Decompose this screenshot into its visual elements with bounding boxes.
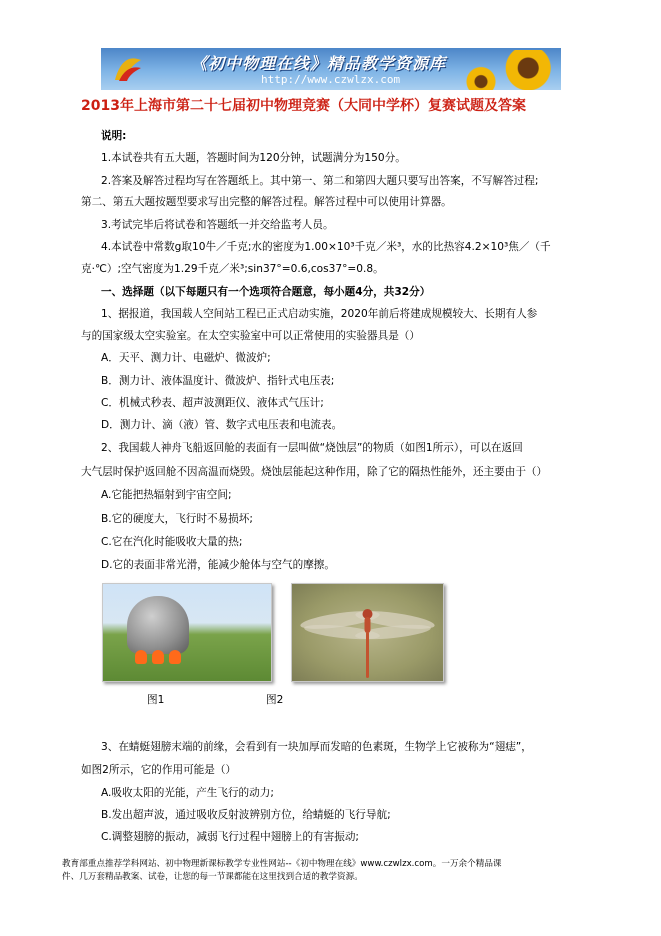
section-heading: 一、选择题（以下每题只有一个选项符合题意，每小题4分，共32分） <box>101 286 431 298</box>
question-1: 1、据报道，我国载人空间站工程已正式启动实施，2020年前后将建成规模较大、长期有人参 <box>101 308 538 320</box>
footer-line-2: 件、几万套精品教案、试卷，让您的每一节课都能在这里找到合适的教学资源。 <box>62 872 363 882</box>
question-1-cont: 与的国家级太空实验室。在太空实验室中可以正常使用的实验器具是（） <box>81 330 420 342</box>
dragonfly-icon <box>292 584 443 681</box>
note-4-cont: 克·℃）;空气密度为1.29千克／米³;sin37°=0.6,cos37°=0.8。 <box>81 263 384 275</box>
question-2: 2、我国载人神舟飞船返回舱的表面有一层叫做“烧蚀层”的物质（如图1所示），可以在返回 <box>101 442 523 454</box>
question-3-option-a: A.吸收太阳的光能，产生飞行的动力; <box>101 787 274 799</box>
figure-2-caption: 图2 <box>266 694 284 706</box>
question-3: 3、在蜻蜓翅膀末端的前缘，会看到有一块加厚而发暗的色素斑，生物学上它被称为“翅痣”， <box>101 741 532 753</box>
question-1-option-b: B．测力计、液体温度计、微波炉、指针式电压表; <box>101 375 335 387</box>
question-2-option-c: C.它在汽化时能吸收大量的热; <box>101 536 243 548</box>
figure-1-caption: 图1 <box>147 694 165 706</box>
question-3-cont: 如图2所示，它的作用可能是（） <box>81 764 237 776</box>
question-3-option-b: B.发出超声波，通过吸收反射波辨别方位，给蜻蜓的飞行导航; <box>101 809 391 821</box>
notes-heading: 说明: <box>101 130 127 142</box>
question-1-option-a: A．天平、测力计、电磁炉、微波炉; <box>101 352 271 364</box>
figure-2-dragonfly-image <box>291 583 444 682</box>
sunflower-icon <box>493 50 557 90</box>
figure-1-capsule-image <box>102 583 272 682</box>
page-footer <box>62 858 622 884</box>
question-1-option-d: D．测力计、滴（液）管、数字式电压表和电流表。 <box>101 419 343 431</box>
document-title: 2013年上海市第二十七届初中物理竞赛（大同中学杯）复赛试题及答案 <box>81 98 526 114</box>
banner-title: 《初中物理在线》精品教学资源库 <box>191 54 447 73</box>
question-2-option-a: A.它能把热辐射到宇宙空间; <box>101 489 232 501</box>
header-banner <box>101 48 561 90</box>
note-2-cont: 第二、第五大题按题型要求写出完整的解答过程。解答过程中可以使用计算器。 <box>81 196 452 208</box>
note-3: 3.考试完毕后将试卷和答题纸一并交给监考人员。 <box>101 219 334 231</box>
note-1: 1.本试卷共有五大题，答题时间为120分钟，试题满分为150分。 <box>101 152 406 164</box>
question-2-cont: 大气层时保护返回舱不因高温而烧毁。烧蚀层能起这种作用，除了它的隔热性能外，还主要由于（） <box>81 466 548 478</box>
question-3-option-c: C.调整翅膀的振动，减弱飞行过程中翅膀上的有害振动; <box>101 831 359 843</box>
question-1-option-c: C．机械式秒表、超声波测距仪、液体式气压计; <box>101 397 324 409</box>
footer-line-1: 教育部重点推荐学科网站、初中物理新课标教学专业性网站--《初中物理在线》www.czwlzx.com。一万余个精品课 <box>62 859 502 869</box>
site-logo-icon <box>111 54 145 84</box>
question-2-option-d: D.它的表面非常光滑，能减少舱体与空气的摩擦。 <box>101 559 335 571</box>
return-capsule-icon <box>127 596 189 654</box>
question-2-option-b: B.它的硬度大，飞行时不易损坏; <box>101 513 253 525</box>
note-2: 2.答案及解答过程均写在答题纸上。其中第一、第二和第四大题只要写出答案，不写解答过程; <box>101 175 539 187</box>
banner-url[interactable]: http://www.czwlzx.com <box>261 73 401 86</box>
note-4: 4.本试卷中常数g取10牛／千克;水的密度为1.00×10³千克／米³，水的比热容4.2×10³焦／（千 <box>101 241 551 253</box>
